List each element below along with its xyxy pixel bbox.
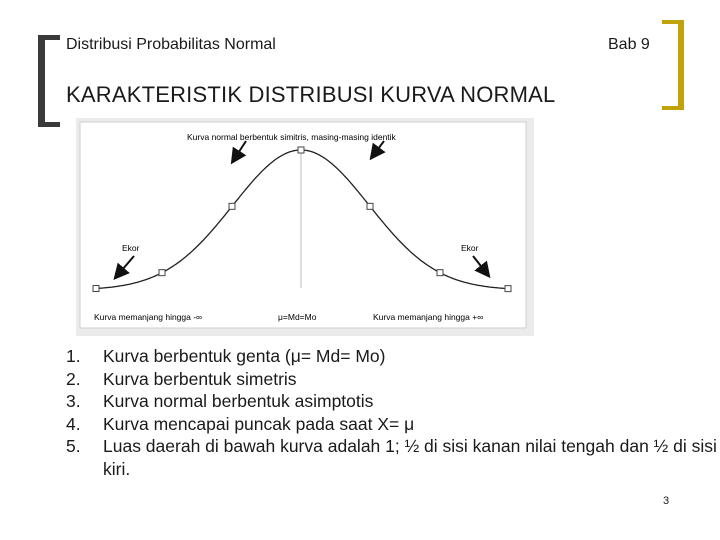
list-item-text: Kurva mencapai puncak pada saat X= μ [103,413,415,434]
bottom-left-label: Kurva memanjang hingga -∞ [94,312,203,322]
right-tail-label: Ekor [461,243,479,253]
normal-curve-figure [76,118,534,336]
bottom-center-label: μ=Md=Mo [278,312,317,322]
slide-title: KARAKTERISTIK DISTRIBUSI KURVA NORMAL [66,82,556,107]
list-item [66,435,720,480]
bottom-right-label: Kurva memanjang hingga +∞ [373,312,484,322]
left-tail-label: Ekor [122,243,140,253]
right-bracket-decoration [662,20,684,110]
header-chapter: Bab 9 [608,36,650,53]
list-item-text: Luas daerah di bawah kurva adalah 1; ½ di sisi kanan nilai tengah dan ½ di sisi kiri. [103,436,717,479]
curve-point-marker [367,203,373,209]
curve-point-marker [505,286,511,292]
list-item-number: 2. [66,368,81,389]
curve-point-marker [93,286,99,292]
curve-point-marker [229,203,235,209]
list-item [66,368,720,391]
list-item [66,345,720,368]
list-item [66,390,720,413]
page-number: 3 [663,495,670,507]
list-item-number: 1. [66,346,81,366]
curve-top-label: Kurva normal berbentuk simitris, masing-masing identik [187,132,396,142]
header-course-title: Distribusi Probabilitas Normal [66,36,276,53]
curve-point-marker [159,270,165,276]
list-item-text: Kurva berbentuk genta (μ= Md= Mo) [103,346,386,366]
list-item-text: Kurva normal berbentuk asimptotis [103,391,374,411]
list-item-text: Kurva berbentuk simetris [103,368,297,389]
curve-point-marker [437,270,443,276]
characteristics-list [66,345,720,480]
normal-curve-svg [76,118,534,336]
list-item [66,413,720,436]
list-item-number: 3. [66,391,81,411]
list-item-number: 4. [66,413,81,434]
left-bracket-decoration [38,35,60,127]
list-item-number: 5. [66,436,81,456]
curve-point-marker [298,147,304,153]
